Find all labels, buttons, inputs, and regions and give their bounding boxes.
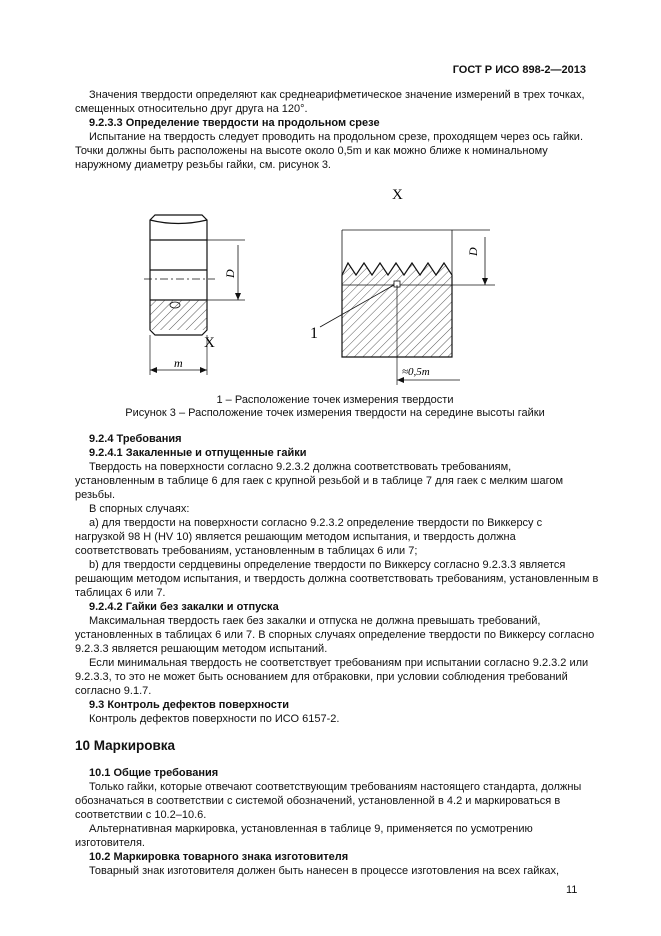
s9241-line-1: Твердость на поверхности согласно 9.2.3.2 должна соответствовать требованиям, [89,461,512,473]
s9233-line-3: наружному диаметру резьбы гайки, см. рисунок 3. [75,159,331,171]
section-9233-title: 9.2.3.3 Определение твердости на продольном срезе [89,117,380,129]
section-93-title: 9.3 Контроль дефектов поверхности [89,699,290,711]
intro-line-2: смещенных относительно друг друга на 120°. [75,103,308,115]
page-number: 11 [566,884,578,896]
s9241-line-4: В спорных случаях: [89,503,190,515]
figure-legend: 1 – Расположение точек измерения твердости [216,394,454,406]
section-101-title: 10.1 Общие требования [89,767,219,779]
s9241-line-5: a) для твердости на поверхности согласно 9.2.3.2 определение твердости по Виккерсу с [89,517,543,529]
s93-line: Контроль дефектов поверхности по ИСО 6157-2. [89,713,340,725]
section-9242-title: 9.2.4.2 Гайки без закалки и отпуска [89,601,279,613]
intro-line-1: Значения твердости определяют как среднеарифметическое значение измерений в трех точках, [89,89,585,101]
s9242-line-6: согласно 9.1.7. [75,685,152,697]
s9242-line-5: 9.2.3.3, то это не может быть основанием для отбраковки, при условии соблюдения требований [75,671,568,683]
section-102-title: 10.2 Маркировка товарного знака изготовителя [89,851,349,863]
s102-line: Товарный знак изготовителя должен быть нанесен в процессе изготовления на всех гайках, [89,865,560,877]
s9241-line-2: установленным в таблице 6 для гаек с крупной резьбой и в таблице 7 для гаек с мелким шагом [75,475,564,487]
s9241-line-9: решающим методом испытания, и твердость должна соответствовать требованиям, установленным в [75,573,599,585]
s9241-line-3: резьбы. [75,489,116,501]
dimension-05m: ≈0,5m [402,366,430,378]
section-9241-title: 9.2.4.1 Закаленные и отпущенные гайки [89,447,307,459]
s9241-line-10: таблицах 6 или 7. [75,587,166,599]
document-header: ГОСТ Р ИСО 898-2—2013 [452,64,586,76]
s9241-line-8: b) для твердости сердцевины определение твердости по Виккерсу согласно 9.2.3.3 является [89,559,566,571]
section-mark-x-top: X [392,187,403,203]
figure-3-drawing [120,175,540,390]
s9242-line-4: Если минимальная твердость не соответствует требованиям при испытании согласно 9.2.3.2 или [89,657,589,669]
nut-side-view [144,215,245,375]
s101-line-4: Альтернативная маркировка, установленная в таблице 9, применяется по усмотрению [89,823,533,835]
s9242-line-1: Максимальная твердость гаек без закалки и отпуска не должна превышать требований, [89,615,541,627]
figure-caption: Рисунок 3 – Расположение точек измерения твердости на середине высоты гайки [125,407,545,419]
section-mark-x-left: X [204,335,215,351]
dimension-d-left: D [223,269,237,278]
dimension-d-right: D [466,247,480,256]
s9233-line-1: Испытание на твердость следует проводить на продольном срезе, проходящем через ось гайки. [89,131,584,143]
s101-line-1: Только гайки, которые отвечают соответствующим требованиям настоящего стандарта, должны [89,781,582,793]
s101-line-5: изготовителя. [75,837,145,849]
section-924-title: 9.2.4 Требования [89,433,182,445]
s9242-line-2: установленных в таблицах 6 или 7. В спорных случаях определение твердости по Виккерсу согласно [75,629,595,641]
s9233-line-2: Точки должны быть расположены на высоте около 0,5m и как можно ближе к номинальному [75,145,548,157]
s101-line-3: соответствии с 10.2–10.6. [75,809,207,821]
s9241-line-6: нагрузкой 98 Н (HV 10) является решающим методом испытания, и твердость должна [75,531,516,543]
s101-line-2: обозначаться в соответствии с системой обозначений, установленной в 4.2 и маркироваться в [75,795,561,807]
s9242-line-3: 9.2.3.3 является решающим методом испытаний. [75,643,328,655]
section-10-heading: 10 Маркировка [75,738,176,753]
dimension-m: m [174,356,183,370]
callout-1: 1 [310,325,318,342]
s9241-line-7: соответствовать требованиям, установленным в таблицах 6 или 7; [75,545,418,557]
